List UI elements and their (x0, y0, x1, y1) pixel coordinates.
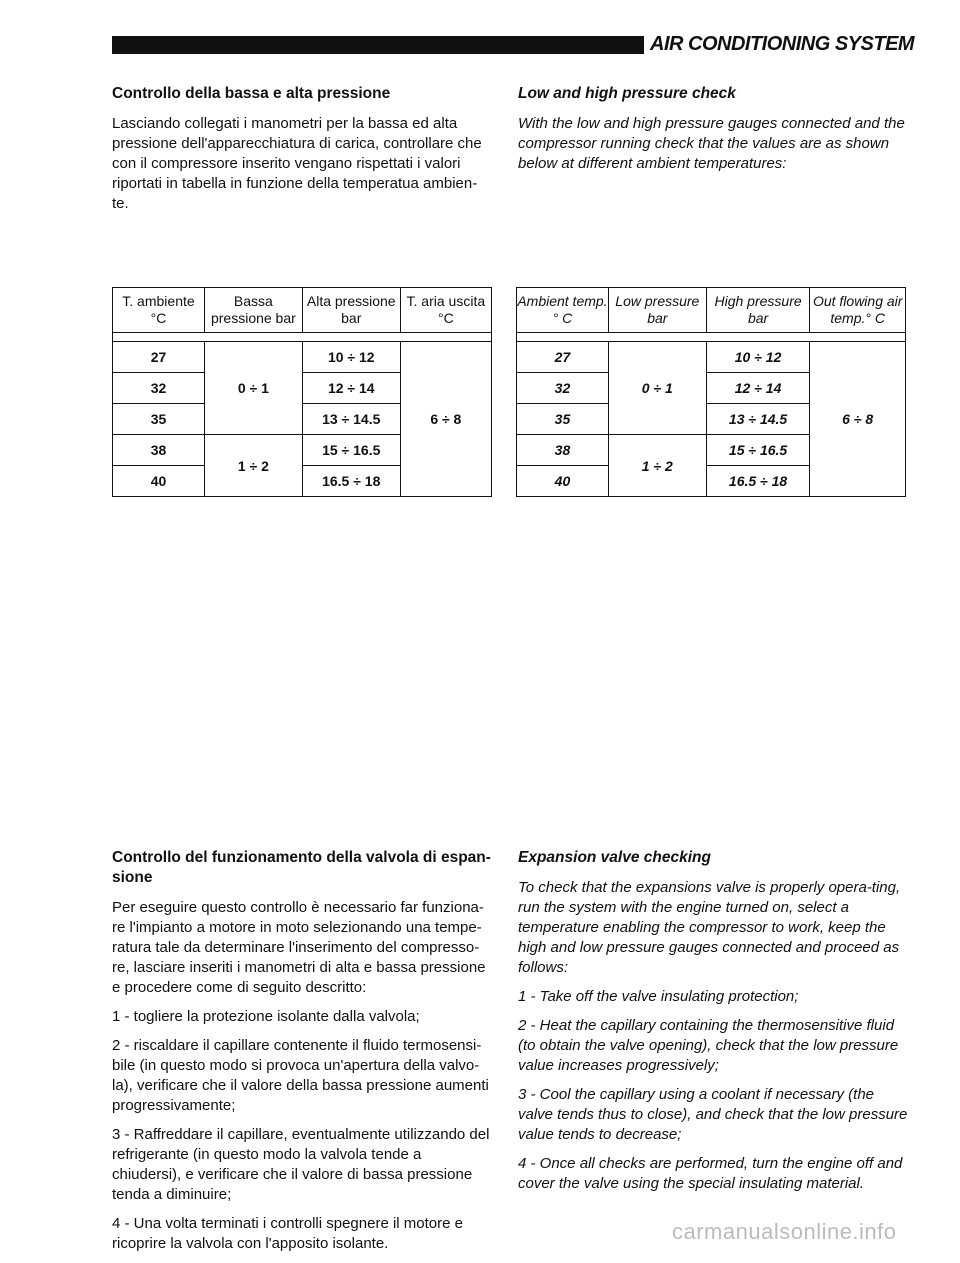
high-pressure-cell: 10 ÷ 12 (706, 342, 810, 373)
ambient-cell: 38 (517, 435, 609, 466)
high-pressure-cell: 15 ÷ 16.5 (706, 435, 810, 466)
table-header: Ambient temp. ° C (517, 288, 609, 333)
ambient-cell: 27 (517, 342, 609, 373)
ambient-cell: 38 (113, 435, 205, 466)
valve-check-it-intro: Per eseguire questo controllo è necessario far funziona-re l'impianto a motore in moto selezionando una tempe-ratura tale da determinare l'inserimento del compresso-re, lasciare inseriti i manometri di alta e bassa pressione e procedere come di seguito descritto: (112, 899, 486, 996)
valve-check-en-step: 3 - Cool the capillary using a coolant if necessary (the valve tends thus to close), and check that the low pressure value tends to decrease; (518, 1086, 908, 1143)
pressure-check-it-text: Lasciando collegati i manometri per la bassa ed alta pressione dell'apparecchiatura di carica, controllare che con il compressore inserito vengano rispettati i valori riportati in tabella in funzione della temperatua ambien-te. (112, 115, 482, 212)
ambient-cell: 40 (113, 466, 205, 497)
valve-check-it (112, 848, 492, 1263)
valve-check-it-step: 3 - Raffreddare il capillare, eventualmente utilizzando del refrigerante (in questo modo la valvola tende a chiudersi), e verificare che il valore di bassa pressione tenda a diminuire; (112, 1126, 490, 1203)
pressure-check-it-heading: Controllo della bassa e alta pressione (112, 85, 391, 102)
low-pressure-cell: 1 ÷ 2 (608, 435, 706, 497)
table-header: Out flowing air temp.° C (810, 288, 906, 333)
table-header: Alta pressione bar (302, 288, 400, 333)
pressure-table-en (516, 287, 906, 497)
pressure-check-en-heading: Low and high pressure check (518, 85, 736, 102)
valve-check-en-step: 1 - Take off the valve insulating protection; (518, 988, 799, 1005)
table-header: High pressure bar (706, 288, 810, 333)
high-pressure-cell: 15 ÷ 16.5 (302, 435, 400, 466)
ambient-cell: 35 (113, 404, 205, 435)
valve-check-en-step: 2 - Heat the capillary containing the thermosensitive fluid (to obtain the valve opening), check that the low pressure value increases progressively; (518, 1017, 899, 1074)
pressure-check-it (112, 84, 492, 223)
high-pressure-cell: 10 ÷ 12 (302, 342, 400, 373)
high-pressure-cell: 12 ÷ 14 (706, 373, 810, 404)
high-pressure-cell: 13 ÷ 14.5 (302, 404, 400, 435)
ambient-cell: 32 (517, 373, 609, 404)
table-header: T. ambiente °C (113, 288, 205, 333)
outflow-temp-cell: 6 ÷ 8 (810, 342, 906, 497)
valve-check-en-step: 4 - Once all checks are performed, turn the engine off and cover the valve using the special insulating material. (518, 1155, 903, 1192)
low-pressure-cell: 0 ÷ 1 (608, 342, 706, 435)
page-header-title: AIR CONDITIONING SYSTEM (650, 33, 915, 55)
ambient-cell: 35 (517, 404, 609, 435)
valve-check-en-heading: Expansion valve checking (518, 849, 711, 866)
valve-check-en-intro: To check that the expansions valve is properly opera-ting, run the system with the engine turned on, select a temperature enabling the compressor to work, keep the high and low pressure gauges connected and proceed as follows: (518, 879, 901, 976)
table-header: Bassa pressione bar (204, 288, 302, 333)
valve-check-it-step: 4 - Una volta terminati i controlli spegnere il motore e ricoprire la valvola con l'apposito isolante. (112, 1215, 463, 1252)
low-pressure-cell: 0 ÷ 1 (204, 342, 302, 435)
pressure-check-en (518, 84, 908, 183)
high-pressure-cell: 16.5 ÷ 18 (706, 466, 810, 497)
header-bar (112, 36, 644, 54)
low-pressure-cell: 1 ÷ 2 (204, 435, 302, 497)
valve-check-it-step: 2 - riscaldare il capillare contenente il fluido termosensi-bile (in questo modo si provoca un'apertura della valvo-la), verificare che il valore della bassa pressione aumenti progressivamente; (112, 1037, 489, 1114)
high-pressure-cell: 13 ÷ 14.5 (706, 404, 810, 435)
high-pressure-cell: 16.5 ÷ 18 (302, 466, 400, 497)
pressure-check-en-text: With the low and high pressure gauges connected and the compressor running check that the values are as shown below at different ambient temperatures: (518, 115, 905, 172)
table-header: Low pressure bar (608, 288, 706, 333)
ambient-cell: 27 (113, 342, 205, 373)
outflow-temp-cell: 6 ÷ 8 (400, 342, 491, 497)
ambient-cell: 32 (113, 373, 205, 404)
ambient-cell: 40 (517, 466, 609, 497)
pressure-table-it (112, 287, 492, 497)
watermark: carmanualsonline.info (672, 1219, 897, 1244)
high-pressure-cell: 12 ÷ 14 (302, 373, 400, 404)
valve-check-it-step: 1 - togliere la protezione isolante dalla valvola; (112, 1008, 420, 1025)
valve-check-it-heading: Controllo del funzionamento della valvola di espan-sione (112, 849, 491, 886)
table-header: T. aria uscita °C (400, 288, 491, 333)
valve-check-en (518, 848, 908, 1203)
